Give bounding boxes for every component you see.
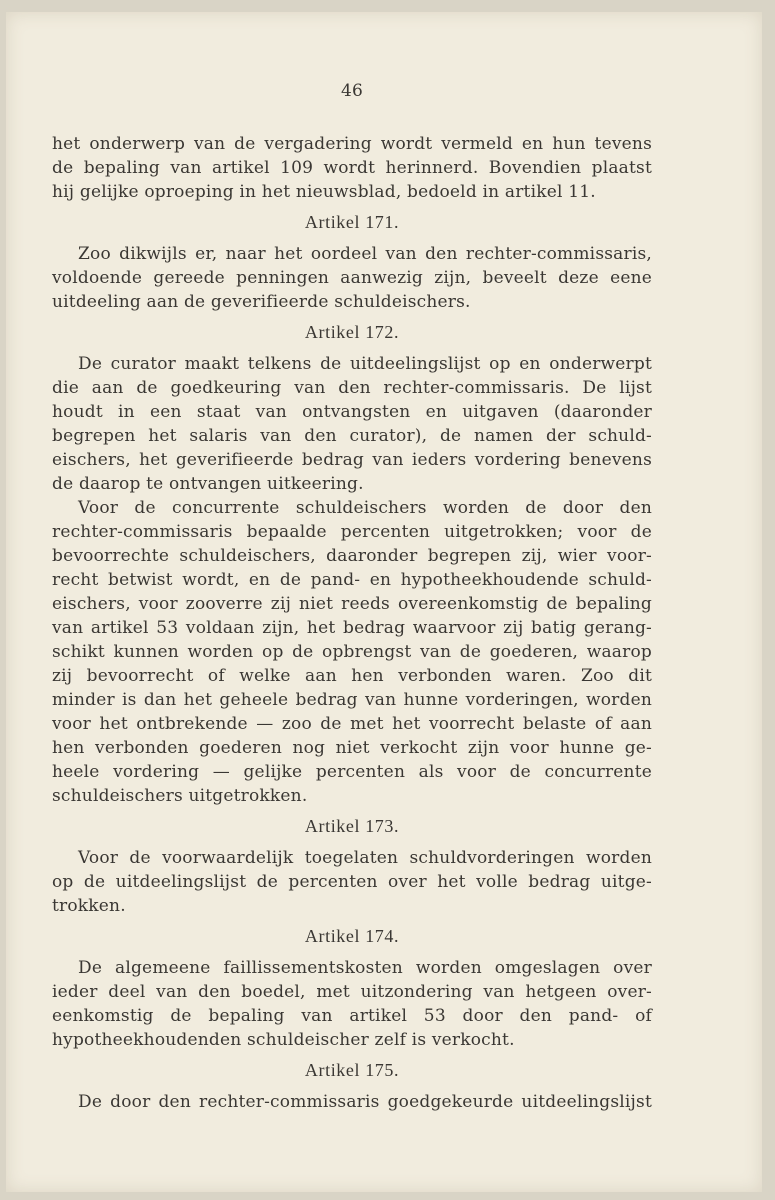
text-line: trokken.: [52, 896, 126, 916]
page-content: [52, 80, 652, 1114]
text-line: op de uitdeelingslijst de percenten over het volle bedrag uitge-: [52, 872, 652, 892]
text-line: De door den rechter-commissaris goedgekeurde uitdeelingslijst: [78, 1092, 652, 1112]
article-heading: Artikel 173.: [304, 816, 400, 836]
text-line: zij bevoorrecht of welke aan hen verbonden waren. Zoo dit: [52, 666, 652, 686]
text-line: schikt kunnen worden op de opbrengst van de goederen, waarop: [52, 642, 652, 662]
text-line: ieder deel van den boedel, met uitzondering van hetgeen over-: [52, 982, 652, 1002]
text-line: eenkomstig de bepaling van artikel 53 door den pand- of: [52, 1006, 652, 1026]
text-line: van artikel 53 voldaan zijn, het bedrag waarvoor zij batig gerang-: [52, 618, 652, 638]
paragraph: [52, 242, 652, 314]
paragraph: [52, 496, 652, 808]
text-line: schuldeischers uitgetrokken.: [52, 786, 308, 806]
paragraph: [52, 1090, 652, 1114]
text-line: de bepaling van artikel 109 wordt herinnerd. Bovendien plaatst: [52, 158, 652, 178]
text-line: het onderwerp van de vergadering wordt vermeld en hun tevens: [52, 134, 652, 154]
text-line: Voor de voorwaardelijk toegelaten schuldvorderingen worden: [78, 848, 652, 868]
article-heading: Artikel 172.: [304, 322, 400, 342]
text-line: de daarop te ontvangen uitkeering.: [52, 474, 364, 494]
paragraph: [52, 132, 652, 204]
article-heading: Artikel 171.: [304, 212, 400, 232]
text-line: die aan de goedkeuring van den rechter-commissaris. De lijst: [52, 378, 652, 398]
text-line: bevoorrechte schuldeischers, daaronder begrepen zij, wier voor-: [52, 546, 652, 566]
text-line: minder is dan het geheele bedrag van hunne vorderingen, worden: [52, 690, 652, 710]
paragraph: [52, 956, 652, 1052]
text-line: Voor de concurrente schuldeischers worden de door den: [78, 498, 652, 518]
text-line: begrepen het salaris van den curator), de namen der schuld-: [52, 426, 652, 446]
article-heading: Artikel 174.: [304, 926, 400, 946]
text-line: houdt in een staat van ontvangsten en uitgaven (daaronder: [52, 402, 652, 422]
text-line: heele vordering — gelijke percenten als voor de concurrente: [52, 762, 652, 782]
text-line: Zoo dikwijls er, naar het oordeel van den rechter-commissaris,: [78, 244, 652, 264]
page-number: 46: [340, 81, 364, 101]
paragraph: [52, 352, 652, 496]
article-heading: Artikel 175.: [304, 1060, 400, 1080]
book-page: [6, 12, 762, 1192]
text-line: eischers, het geverifieerde bedrag van ieders vordering benevens: [52, 450, 652, 470]
text-line: uitdeeling aan de geverifieerde schuldeischers.: [52, 292, 471, 312]
text-line: recht betwist wordt, en de pand- en hypotheekhoudende schuld-: [52, 570, 652, 590]
text-line: De curator maakt telkens de uitdeelingslijst op en onderwerpt: [78, 354, 652, 374]
text-line: De algemeene faillissementskosten worden omgeslagen over: [78, 958, 652, 978]
text-line: hypotheekhoudenden schuldeischer zelf is verkocht.: [52, 1030, 515, 1050]
text-line: voldoende gereede penningen aanwezig zijn, beveelt deze eene: [52, 268, 652, 288]
text-line: hij gelijke oproeping in het nieuwsblad, bedoeld in artikel 11.: [52, 182, 596, 202]
paragraph: [52, 846, 652, 918]
text-line: rechter-commissaris bepaalde percenten uitgetrokken; voor de: [52, 522, 652, 542]
text-line: eischers, voor zooverre zij niet reeds overeenkomstig de bepaling: [52, 594, 652, 614]
text-line: voor het ontbrekende — zoo de met het voorrecht belaste of aan: [52, 714, 652, 734]
text-line: hen verbonden goederen nog niet verkocht zijn voor hunne ge-: [52, 738, 652, 758]
